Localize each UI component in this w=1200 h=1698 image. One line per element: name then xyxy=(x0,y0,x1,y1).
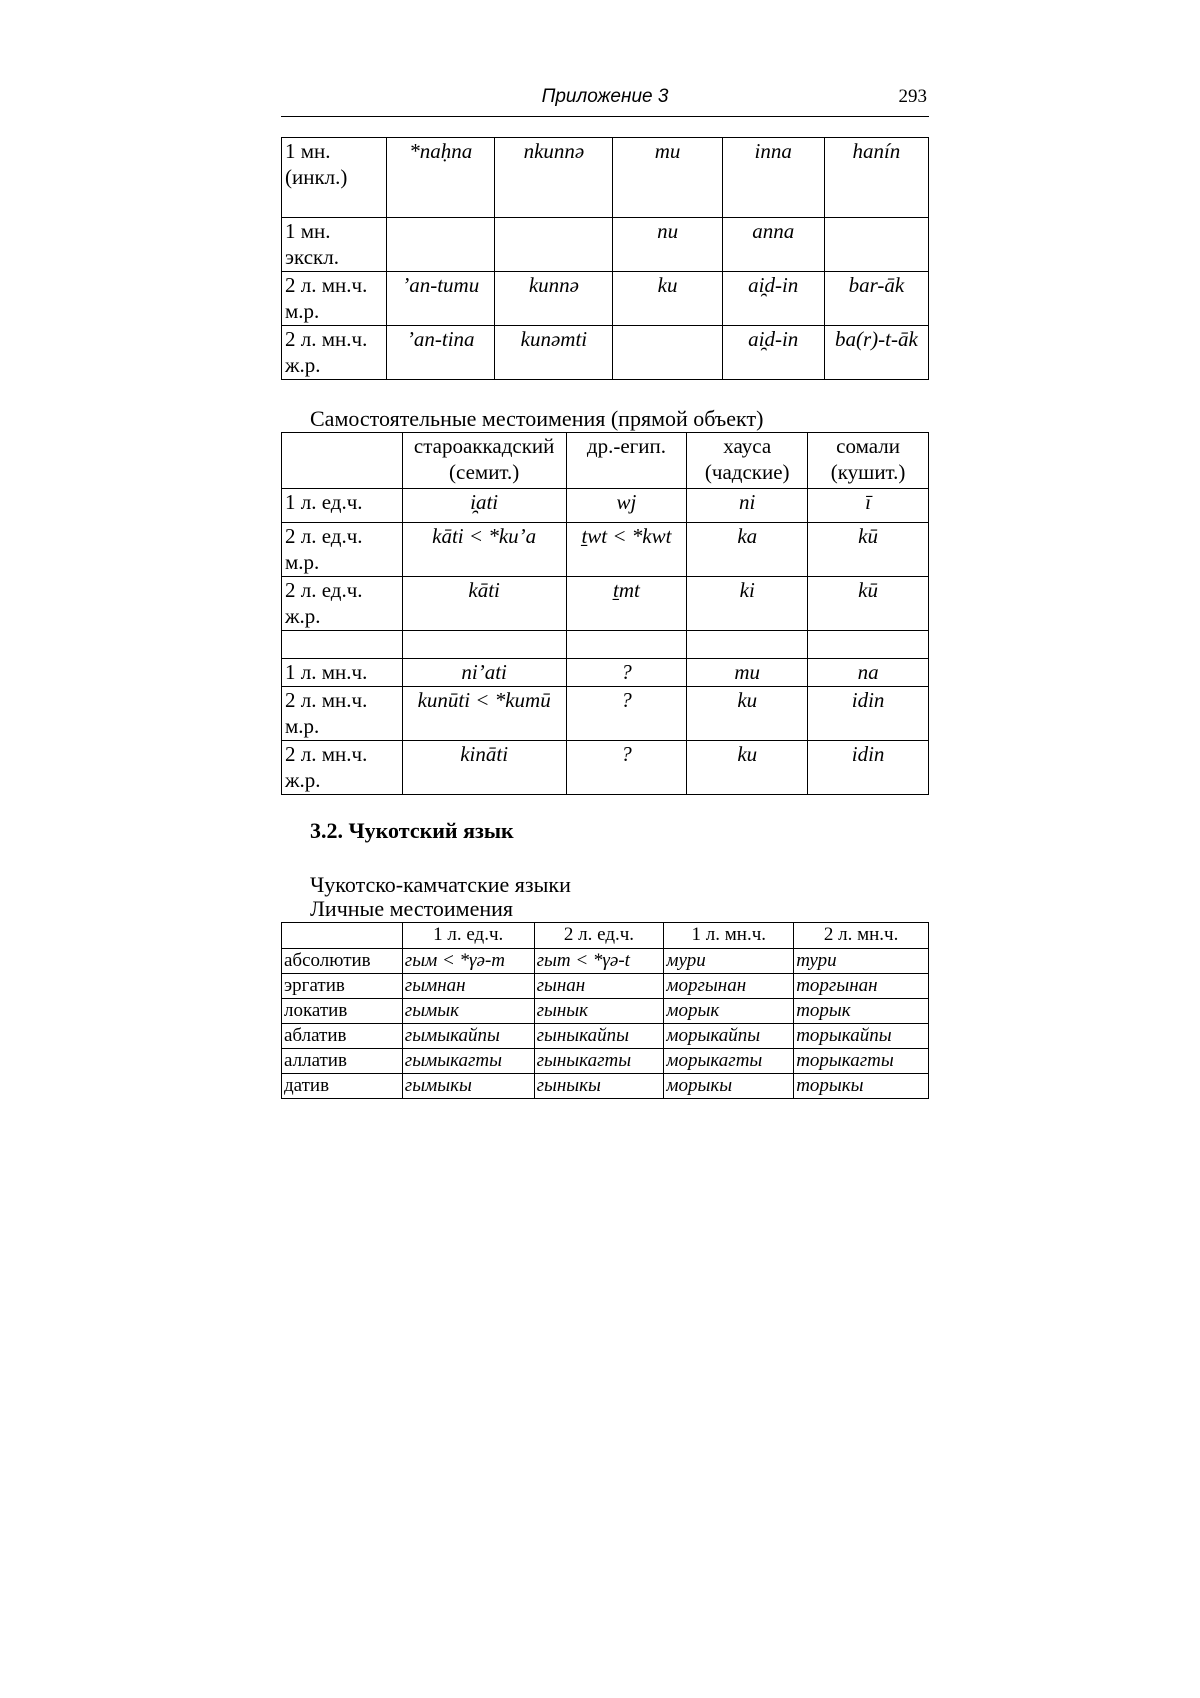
table-cell: mu xyxy=(687,659,808,687)
row-label: 1 мн. экскл. xyxy=(282,218,387,272)
independent-pronoun-table xyxy=(281,432,929,795)
running-header xyxy=(281,86,929,117)
table-row xyxy=(282,1024,929,1049)
table-cell xyxy=(566,631,687,659)
table-cell: ’an-tina xyxy=(387,326,495,380)
table-row xyxy=(282,741,929,795)
row-label: локатив xyxy=(282,999,403,1024)
table-cell: i̯ati xyxy=(402,489,566,523)
table-cell xyxy=(387,218,495,272)
table-cell: inna xyxy=(722,138,824,218)
table-cell: гынан xyxy=(534,974,664,999)
header-cell: 2 л. ед.ч. xyxy=(534,923,664,949)
table-cell: kū xyxy=(808,577,929,631)
table-cell: торгынан xyxy=(794,974,929,999)
table-cell: торыкагты xyxy=(794,1049,929,1074)
table-cell xyxy=(495,218,613,272)
row-label: 1 мн. (инкл.) xyxy=(282,138,387,218)
table-row xyxy=(282,218,929,272)
table-cell xyxy=(687,631,808,659)
table-cell: ni’ati xyxy=(402,659,566,687)
table-row xyxy=(282,138,929,218)
row-label: 1 л. мн.ч. xyxy=(282,659,403,687)
table-cell: ki xyxy=(687,577,808,631)
table-cell: ku xyxy=(687,741,808,795)
table-cell: bar-āk xyxy=(824,272,928,326)
row-label: аблатив xyxy=(282,1024,403,1049)
table-cell xyxy=(613,326,722,380)
row-label: 1 л. ед.ч. xyxy=(282,489,403,523)
table-row xyxy=(282,489,929,523)
table-cell: моргынан xyxy=(664,974,794,999)
row-label: абсолютив xyxy=(282,949,403,974)
table-cell: nu xyxy=(613,218,722,272)
table-row xyxy=(282,326,929,380)
section-heading: 3.2. Чукотский язык xyxy=(310,818,514,843)
table-cell: торык xyxy=(794,999,929,1024)
table-cell: ku xyxy=(687,687,808,741)
section-caption: Личные местоимения xyxy=(310,896,514,921)
table-cell xyxy=(824,218,928,272)
table-cell: mu xyxy=(613,138,722,218)
header-cell: 1 л. мн.ч. xyxy=(664,923,794,949)
table-cell: торыкайпы xyxy=(794,1024,929,1049)
row-label: 2 л. ед.ч. ж.р. xyxy=(282,577,403,631)
table-cell: морыкайпы xyxy=(664,1024,794,1049)
table-cell: тури xyxy=(794,949,929,974)
table-cell: anna xyxy=(722,218,824,272)
table-cell: морыкы xyxy=(664,1074,794,1099)
row-label: 2 л. мн.ч. ж.р. xyxy=(282,326,387,380)
table-header-row xyxy=(282,433,929,489)
header-cell: др.-егип. xyxy=(566,433,687,489)
header-cell xyxy=(282,923,403,949)
table-cell: ai̯d-in xyxy=(722,272,824,326)
page-number: 293 xyxy=(898,86,927,107)
table-row xyxy=(282,577,929,631)
table-cell: торыкы xyxy=(794,1074,929,1099)
table-cell: гым < *γə-m xyxy=(402,949,534,974)
table-cell: idin xyxy=(808,687,929,741)
table-cell: t̠mt xyxy=(566,577,687,631)
table-row xyxy=(282,949,929,974)
running-title: Приложение 3 xyxy=(541,86,669,107)
table-cell: гымык xyxy=(402,999,534,1024)
table-cell: kāti xyxy=(402,577,566,631)
table-cell: ? xyxy=(566,741,687,795)
header-cell: староаккадский (семит.) xyxy=(402,433,566,489)
table-header-row xyxy=(282,923,929,949)
section-caption: Чукотско-камчатские языки xyxy=(310,872,571,897)
table-cell: kunnə xyxy=(495,272,613,326)
table-row xyxy=(282,631,929,659)
table-row xyxy=(282,687,929,741)
header-cell: 2 л. мн.ч. xyxy=(794,923,929,949)
header-cell: 1 л. ед.ч. xyxy=(402,923,534,949)
row-label: 2 л. мн.ч. ж.р. xyxy=(282,741,403,795)
table-cell: ka xyxy=(687,523,808,577)
table-cell: kāti < *ku’a xyxy=(402,523,566,577)
table-cell: ? xyxy=(566,687,687,741)
table-cell: ī xyxy=(808,489,929,523)
table-cell: гымыкы xyxy=(402,1074,534,1099)
table-cell xyxy=(402,631,566,659)
row-label: аллатив xyxy=(282,1049,403,1074)
table-cell: idin xyxy=(808,741,929,795)
table-row xyxy=(282,272,929,326)
section-caption: Самостоятельные местоимения (прямой объект) xyxy=(310,406,764,431)
table-cell: гымыкайпы xyxy=(402,1024,534,1049)
table-cell: kū xyxy=(808,523,929,577)
table-cell: wj xyxy=(566,489,687,523)
table-cell: kināti xyxy=(402,741,566,795)
chukchi-pronoun-table xyxy=(281,922,929,1099)
pronoun-table-plural xyxy=(281,137,929,380)
table-cell: морык xyxy=(664,999,794,1024)
table-cell: морыкагты xyxy=(664,1049,794,1074)
table-cell: гыныкагты xyxy=(534,1049,664,1074)
table-cell: na xyxy=(808,659,929,687)
row-label: 2 л. мн.ч. м.р. xyxy=(282,272,387,326)
table-cell: гыныкайпы xyxy=(534,1024,664,1049)
table-cell: kunəmti xyxy=(495,326,613,380)
row-label: датив xyxy=(282,1074,403,1099)
table-cell: гынык xyxy=(534,999,664,1024)
table-cell: гымыкагты xyxy=(402,1049,534,1074)
table-cell: гыт < *γə-t xyxy=(534,949,664,974)
table-cell xyxy=(808,631,929,659)
row-label: 2 л. ед.ч. м.р. xyxy=(282,523,403,577)
table-cell: мури xyxy=(664,949,794,974)
row-label xyxy=(282,631,403,659)
table-cell: ni xyxy=(687,489,808,523)
header-cell xyxy=(282,433,403,489)
table-row xyxy=(282,659,929,687)
row-label: эргатив xyxy=(282,974,403,999)
table-cell: nkunnə xyxy=(495,138,613,218)
table-cell: ai̯d-in xyxy=(722,326,824,380)
table-row xyxy=(282,523,929,577)
table-cell: ku xyxy=(613,272,722,326)
table-cell: ? xyxy=(566,659,687,687)
table-cell: t̠wt < *kwt xyxy=(566,523,687,577)
table-row xyxy=(282,1049,929,1074)
header-cell: хауса (чадские) xyxy=(687,433,808,489)
table-cell: *naḥna xyxy=(387,138,495,218)
table-cell: kunūti < *kumū xyxy=(402,687,566,741)
table-cell: гымнан xyxy=(402,974,534,999)
table-cell: гыныкы xyxy=(534,1074,664,1099)
table-cell: ba(r)-t-āk xyxy=(824,326,928,380)
table-row xyxy=(282,1074,929,1099)
header-cell: сомали (кушит.) xyxy=(808,433,929,489)
table-row xyxy=(282,999,929,1024)
table-cell: hanín xyxy=(824,138,928,218)
table-row xyxy=(282,974,929,999)
table-cell: ’an-tumu xyxy=(387,272,495,326)
row-label: 2 л. мн.ч. м.р. xyxy=(282,687,403,741)
